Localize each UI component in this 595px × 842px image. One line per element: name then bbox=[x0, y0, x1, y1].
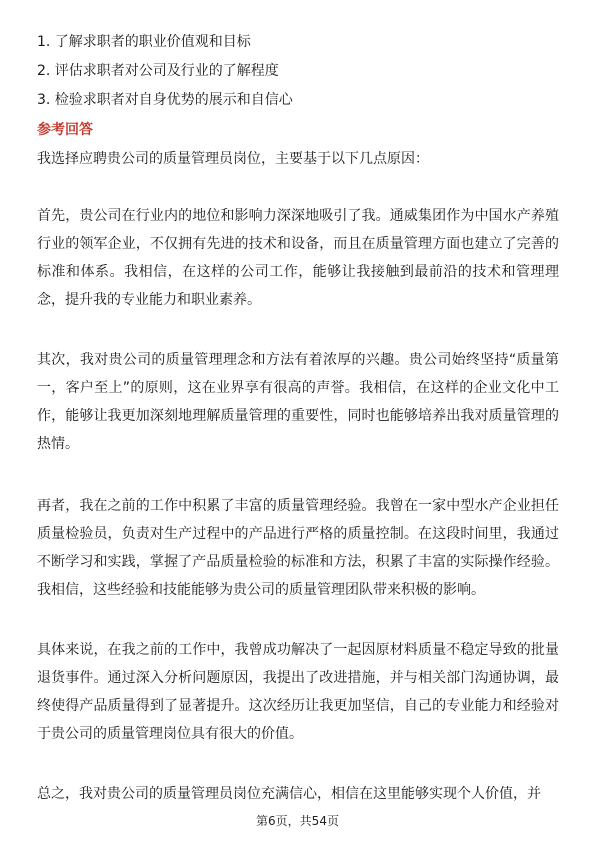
list-item: 2. 评估求职者对公司及行业的了解程度 bbox=[37, 63, 279, 79]
answer-paragraph-4: 具体来说，在我之前的工作中，我曾成功解决了一起因原材料质量不稳定导致的批量退货事件。通过深入分析问题原因，我提出了改进措施，并与相关部门沟通协调，最终使得产品质量得到了显著提升。这次经历让我更加坚信，自己的专业能力和经验对于贵公司的质量管理岗位具有很大的价值。 bbox=[37, 642, 559, 742]
list-item: 1. 了解求职者的职业价值观和目标 bbox=[37, 34, 251, 50]
answer-paragraph-3: 再者，我在之前的工作中积累了丰富的质量管理经验。我曾在一家中型水产企业担任质量检验员，负责对生产过程中的产品进行严格的质量控制。在这段时间里，我通过不断学习和实践，掌握了产品质量检验的标准和方法，积累了丰富的实际操作经验。我相信，这些经验和技能能够为贵公司的质量管理团队带来积极的影响。 bbox=[37, 498, 559, 598]
answer-paragraph-2: 其次，我对贵公司的质量管理理念和方法有着浓厚的兴趣。贵公司始终坚持“质量第一，客户至上”的原则，这在业界享有很高的声誉。我相信，在这样的企业文化中工作，能够让我更加深刻地理解质量管理的重要性，同时也能够培养出我对质量管理的热情。 bbox=[37, 352, 559, 452]
reference-answer-heading: 参考回答 bbox=[37, 122, 93, 138]
answer-intro: 我选择应聘贵公司的质量管理员岗位，主要基于以下几点原因： bbox=[37, 151, 429, 167]
list-item: 3. 检验求职者对自身优势的展示和自信心 bbox=[37, 92, 293, 108]
answer-paragraph-5: 总之，我对贵公司的质量管理员岗位充满信心，相信在这里能够实现个人价值，并 bbox=[37, 786, 541, 802]
question-purpose-list bbox=[37, 28, 557, 115]
page-number-footer: 第6页，共54页 bbox=[256, 814, 339, 828]
answer-paragraph-1: 首先，贵公司在行业内的地位和影响力深深地吸引了我。通威集团作为中国水产养殖行业的领军企业，不仅拥有先进的技术和设备，而且在质量管理方面也建立了完善的标准和体系。我相信，在这样的公司工作，能够让我接触到最前沿的技术和管理理念，提升我的专业能力和职业素养。 bbox=[37, 208, 559, 308]
